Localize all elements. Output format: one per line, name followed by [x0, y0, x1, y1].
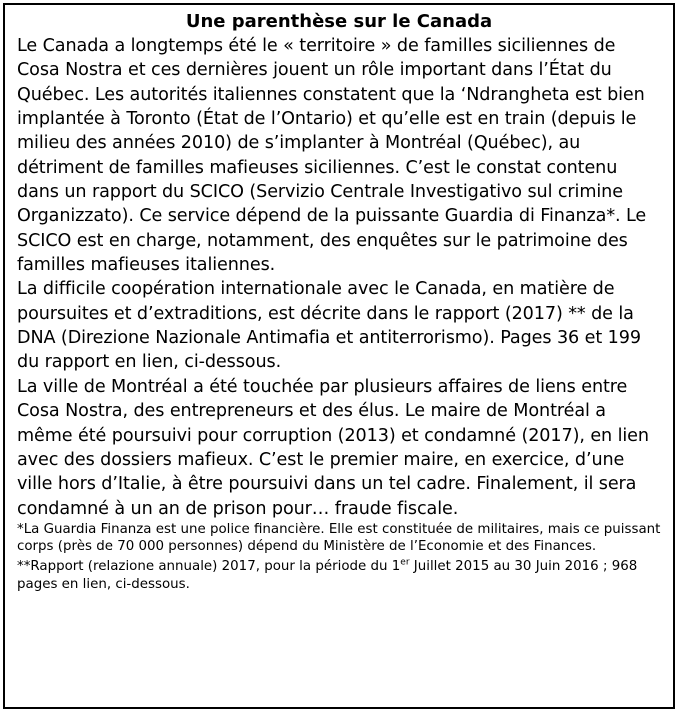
box-title: Une parenthèse sur le Canada	[185, 11, 493, 32]
paragraph-international-cooperation: La difficile coopération internationale avec le Canada, en matière de poursuites et d’extraditions, est décrite dans le rapport (2017) ** de la DNA (Direzione Nazionale Antimafia et antiterrorismo). Pages 36 et 199 du rapport en lien, ci-dessous.	[17, 279, 641, 373]
footnote-guardia-finanza: *La Guardia Finanza est une police financière. Elle est constituée de militaires, mais ce puissant corps (près de 70 000 personnes) dépend du Ministère de l’Economie et des Finances.	[17, 521, 661, 555]
text-box	[3, 3, 675, 709]
footnote-rapport-superscript: er	[400, 558, 410, 568]
footnote-rapport	[17, 558, 661, 593]
footnotes	[5, 521, 673, 593]
footnote-rapport-text-start: **Rapport (relazione annuale) 2017, pour la période du 1	[17, 559, 401, 575]
paragraph-montreal-mayor: La ville de Montréal a été touchée par plusieurs affaires de liens entre Cosa Nostra, des entrepreneurs et des élus. Le maire de Montréal a même été poursuivi pour corruption (2013) et condamné (2017), en lien avec des dossiers mafieux. C’est le premier maire, en exercice, d’une ville hors d’Italie, à être poursuivi dans un tel cadre. Finalement, il sera condamné à un an de prison pour… fraude fiscale.	[17, 376, 649, 519]
footnote-rapport-text-end: Juillet 2015 au 30 Juin 2016 ; 968 pages en lien, ci-dessous.	[17, 559, 638, 592]
paragraph-canada-cosa-nostra: Le Canada a longtemps été le « territoire » de familles siciliennes de Cosa Nostra et ces dernières jouent un rôle important dans l’État du Québec. Les autorités italiennes constatent que la ‘Ndrangheta est bien implantée à Toronto (État de l’Ontario) et qu’elle est en train (depuis le milieu des années 2010) de s’implanter à Montréal (Québec), au détriment de familles mafieuses siciliennes. C’est le constat contenu dans un rapport du SCICO (Servizio Centrale Investigativo sul crimine Organizzato). Ce service dépend de la puissante Guardia di Finanza*. Le SCICO est en charge, notamment, des enquêtes sur le patrimoine des familles mafieuses italiennes.	[17, 36, 647, 276]
body-text	[5, 34, 673, 521]
